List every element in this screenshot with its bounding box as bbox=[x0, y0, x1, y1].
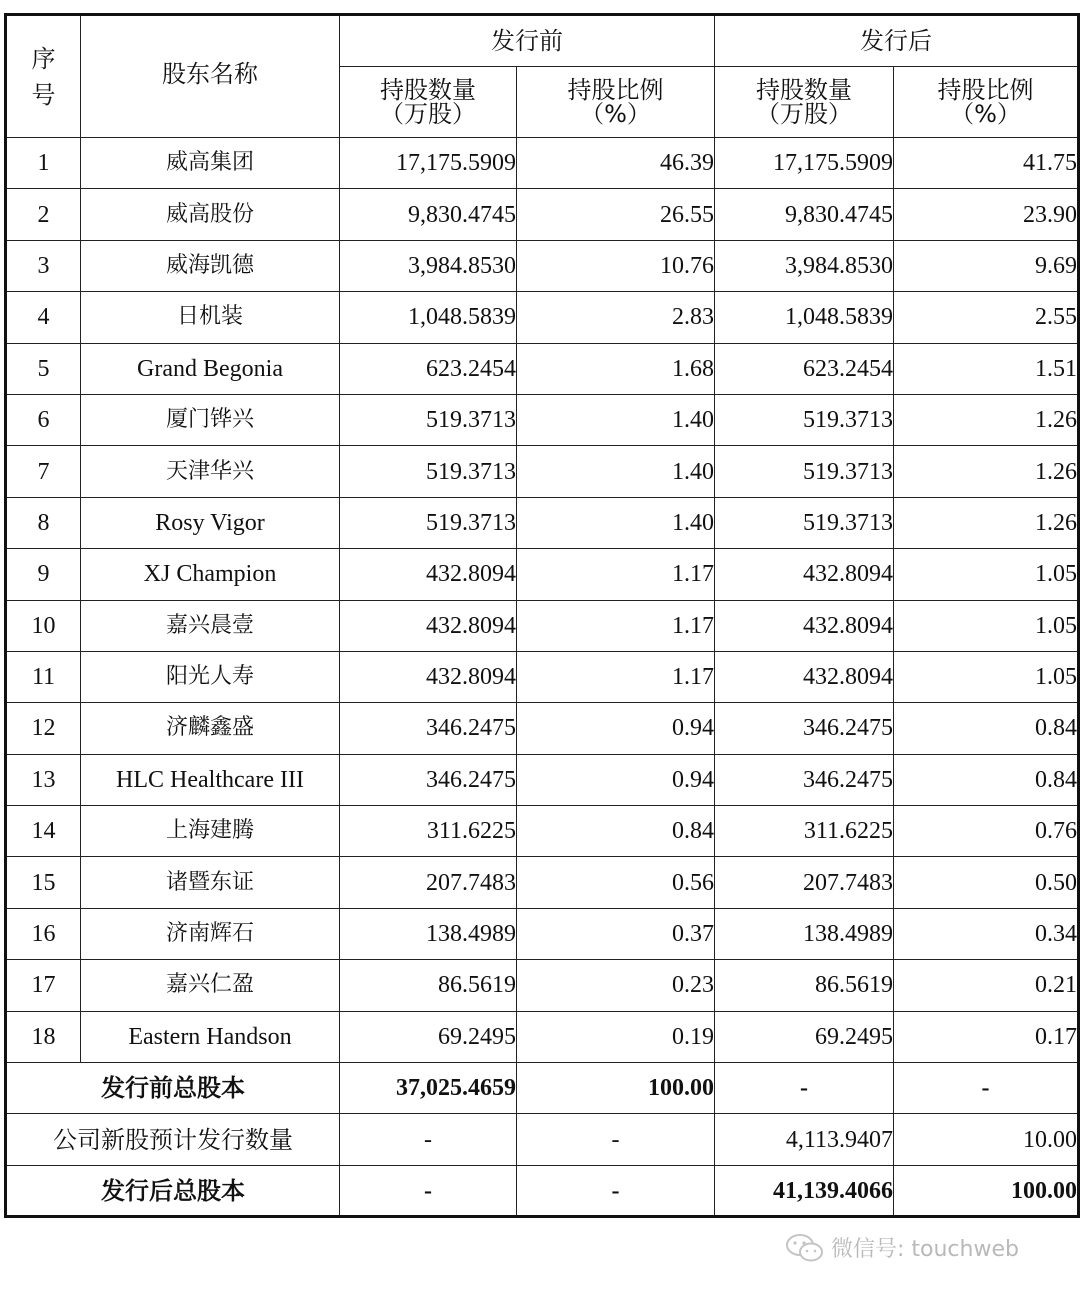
before-ratio: 1.17 bbox=[517, 549, 715, 600]
row-number: 9 bbox=[6, 549, 81, 600]
table-row bbox=[6, 703, 1079, 754]
row-number: 13 bbox=[6, 754, 81, 805]
after-ratio: 1.26 bbox=[894, 446, 1079, 497]
before-ratio: - bbox=[517, 1114, 715, 1165]
after-shares: 346.2475 bbox=[715, 754, 894, 805]
before-ratio: 100.00 bbox=[517, 1063, 715, 1114]
table-row bbox=[6, 446, 1079, 497]
before-shares: 432.8094 bbox=[340, 549, 517, 600]
after-ratio: 23.90 bbox=[894, 189, 1079, 240]
shareholder-name: 嘉兴仁盈 bbox=[81, 960, 340, 1011]
shareholder-name: Rosy Vigor bbox=[81, 497, 340, 548]
after-shares: 311.6225 bbox=[715, 806, 894, 857]
after-ratio: - bbox=[894, 1063, 1079, 1114]
table-row bbox=[6, 857, 1079, 908]
after-ratio: 1.26 bbox=[894, 497, 1079, 548]
row-number: 18 bbox=[6, 1011, 81, 1062]
after-shares: 3,984.8530 bbox=[715, 240, 894, 291]
before-shares: - bbox=[340, 1114, 517, 1165]
after-shares: 623.2454 bbox=[715, 343, 894, 394]
row-number: 15 bbox=[6, 857, 81, 908]
before-shares: 519.3713 bbox=[340, 497, 517, 548]
watermark bbox=[785, 1232, 1019, 1263]
shareholder-name: 威高股份 bbox=[81, 189, 340, 240]
header-before-issuance: 发行前 bbox=[340, 15, 715, 67]
before-ratio: 1.17 bbox=[517, 651, 715, 702]
after-shares: 86.5619 bbox=[715, 960, 894, 1011]
before-shares: 432.8094 bbox=[340, 600, 517, 651]
row-number: 7 bbox=[6, 446, 81, 497]
after-shares: 519.3713 bbox=[715, 497, 894, 548]
summary-row bbox=[6, 1063, 1079, 1114]
before-shares: 519.3713 bbox=[340, 446, 517, 497]
table-row bbox=[6, 908, 1079, 959]
header-before-ratio: 持股比例 （%） bbox=[517, 67, 715, 138]
shareholder-name: Grand Begonia bbox=[81, 343, 340, 394]
shareholder-name: 济南辉石 bbox=[81, 908, 340, 959]
table-body bbox=[6, 138, 1079, 1217]
header-seq: 序 号 bbox=[6, 15, 81, 138]
before-shares: - bbox=[340, 1165, 517, 1216]
before-shares: 3,984.8530 bbox=[340, 240, 517, 291]
after-ratio: 0.17 bbox=[894, 1011, 1079, 1062]
summary-label: 发行后总股本 bbox=[6, 1165, 340, 1216]
row-number: 12 bbox=[6, 703, 81, 754]
table-row bbox=[6, 240, 1079, 291]
after-ratio: 1.05 bbox=[894, 600, 1079, 651]
before-shares: 623.2454 bbox=[340, 343, 517, 394]
before-ratio: 0.84 bbox=[517, 806, 715, 857]
table-row bbox=[6, 292, 1079, 343]
after-ratio: 1.51 bbox=[894, 343, 1079, 394]
after-ratio: 10.00 bbox=[894, 1114, 1079, 1165]
row-number: 6 bbox=[6, 394, 81, 445]
shareholder-name: 威高集团 bbox=[81, 138, 340, 189]
before-shares: 346.2475 bbox=[340, 703, 517, 754]
before-ratio: 0.37 bbox=[517, 908, 715, 959]
row-number: 10 bbox=[6, 600, 81, 651]
table-row bbox=[6, 960, 1079, 1011]
table-row bbox=[6, 343, 1079, 394]
after-ratio: 2.55 bbox=[894, 292, 1079, 343]
header-shareholder-name: 股东名称 bbox=[81, 15, 340, 138]
after-ratio: 1.26 bbox=[894, 394, 1079, 445]
row-number: 17 bbox=[6, 960, 81, 1011]
table-row bbox=[6, 806, 1079, 857]
after-shares: 432.8094 bbox=[715, 651, 894, 702]
shareholder-name: 天津华兴 bbox=[81, 446, 340, 497]
shareholder-name: Eastern Handson bbox=[81, 1011, 340, 1062]
header-before-shares: 持股数量 （万股） bbox=[340, 67, 517, 138]
before-ratio: 0.56 bbox=[517, 857, 715, 908]
after-ratio: 41.75 bbox=[894, 138, 1079, 189]
shareholder-name: 厦门铧兴 bbox=[81, 394, 340, 445]
after-shares: 4,113.9407 bbox=[715, 1114, 894, 1165]
summary-row bbox=[6, 1165, 1079, 1216]
before-shares: 37,025.4659 bbox=[340, 1063, 517, 1114]
summary-label: 公司新股预计发行数量 bbox=[6, 1114, 340, 1165]
before-ratio: 46.39 bbox=[517, 138, 715, 189]
header-after-issuance: 发行后 bbox=[715, 15, 1079, 67]
row-number: 16 bbox=[6, 908, 81, 959]
before-ratio: 1.40 bbox=[517, 394, 715, 445]
before-shares: 17,175.5909 bbox=[340, 138, 517, 189]
after-shares: 1,048.5839 bbox=[715, 292, 894, 343]
table-row bbox=[6, 549, 1079, 600]
watermark-text: 微信号: touchweb bbox=[831, 1237, 1019, 1262]
shareholder-name: 上海建腾 bbox=[81, 806, 340, 857]
after-shares: 346.2475 bbox=[715, 703, 894, 754]
before-ratio: 2.83 bbox=[517, 292, 715, 343]
table-row bbox=[6, 394, 1079, 445]
shareholder-name: 阳光人寿 bbox=[81, 651, 340, 702]
before-ratio: 1.40 bbox=[517, 497, 715, 548]
shareholding-table bbox=[4, 13, 1080, 1218]
table-row bbox=[6, 1011, 1079, 1062]
before-ratio: 1.40 bbox=[517, 446, 715, 497]
after-shares: 207.7483 bbox=[715, 857, 894, 908]
table-row bbox=[6, 189, 1079, 240]
after-shares: 519.3713 bbox=[715, 446, 894, 497]
shareholder-name: 济麟鑫盛 bbox=[81, 703, 340, 754]
row-number: 1 bbox=[6, 138, 81, 189]
row-number: 14 bbox=[6, 806, 81, 857]
before-shares: 9,830.4745 bbox=[340, 189, 517, 240]
before-shares: 69.2495 bbox=[340, 1011, 517, 1062]
before-shares: 519.3713 bbox=[340, 394, 517, 445]
after-shares: 432.8094 bbox=[715, 549, 894, 600]
summary-label: 发行前总股本 bbox=[6, 1063, 340, 1114]
wechat-icon bbox=[785, 1233, 825, 1263]
after-ratio: 1.05 bbox=[894, 651, 1079, 702]
after-shares: 138.4989 bbox=[715, 908, 894, 959]
after-shares: - bbox=[715, 1063, 894, 1114]
table-row bbox=[6, 600, 1079, 651]
before-ratio: 1.68 bbox=[517, 343, 715, 394]
shareholder-name: 嘉兴晨壹 bbox=[81, 600, 340, 651]
table-row bbox=[6, 651, 1079, 702]
row-number: 11 bbox=[6, 651, 81, 702]
before-shares: 1,048.5839 bbox=[340, 292, 517, 343]
before-shares: 207.7483 bbox=[340, 857, 517, 908]
shareholder-name: 诸暨东证 bbox=[81, 857, 340, 908]
table-row bbox=[6, 754, 1079, 805]
header-after-shares: 持股数量 （万股） bbox=[715, 67, 894, 138]
before-ratio: 0.23 bbox=[517, 960, 715, 1011]
after-ratio: 0.50 bbox=[894, 857, 1079, 908]
row-number: 5 bbox=[6, 343, 81, 394]
after-ratio: 0.21 bbox=[894, 960, 1079, 1011]
row-number: 3 bbox=[6, 240, 81, 291]
before-ratio: 1.17 bbox=[517, 600, 715, 651]
after-ratio: 9.69 bbox=[894, 240, 1079, 291]
before-ratio: 0.19 bbox=[517, 1011, 715, 1062]
after-shares: 9,830.4745 bbox=[715, 189, 894, 240]
before-ratio: 10.76 bbox=[517, 240, 715, 291]
summary-row bbox=[6, 1114, 1079, 1165]
after-shares: 519.3713 bbox=[715, 394, 894, 445]
before-ratio: 0.94 bbox=[517, 703, 715, 754]
after-ratio: 0.84 bbox=[894, 703, 1079, 754]
after-ratio: 1.05 bbox=[894, 549, 1079, 600]
shareholder-name: XJ Champion bbox=[81, 549, 340, 600]
after-ratio: 100.00 bbox=[894, 1165, 1079, 1216]
shareholder-name: HLC Healthcare III bbox=[81, 754, 340, 805]
shareholder-name: 威海凯德 bbox=[81, 240, 340, 291]
row-number: 4 bbox=[6, 292, 81, 343]
after-shares: 41,139.4066 bbox=[715, 1165, 894, 1216]
after-shares: 17,175.5909 bbox=[715, 138, 894, 189]
table-row bbox=[6, 138, 1079, 189]
after-ratio: 0.34 bbox=[894, 908, 1079, 959]
before-ratio: - bbox=[517, 1165, 715, 1216]
before-shares: 346.2475 bbox=[340, 754, 517, 805]
before-ratio: 26.55 bbox=[517, 189, 715, 240]
table-row bbox=[6, 497, 1079, 548]
before-ratio: 0.94 bbox=[517, 754, 715, 805]
header-after-ratio: 持股比例 （%） bbox=[894, 67, 1079, 138]
before-shares: 311.6225 bbox=[340, 806, 517, 857]
before-shares: 138.4989 bbox=[340, 908, 517, 959]
shareholder-name: 日机装 bbox=[81, 292, 340, 343]
before-shares: 86.5619 bbox=[340, 960, 517, 1011]
row-number: 2 bbox=[6, 189, 81, 240]
after-ratio: 0.76 bbox=[894, 806, 1079, 857]
after-shares: 432.8094 bbox=[715, 600, 894, 651]
after-ratio: 0.84 bbox=[894, 754, 1079, 805]
before-shares: 432.8094 bbox=[340, 651, 517, 702]
after-shares: 69.2495 bbox=[715, 1011, 894, 1062]
row-number: 8 bbox=[6, 497, 81, 548]
